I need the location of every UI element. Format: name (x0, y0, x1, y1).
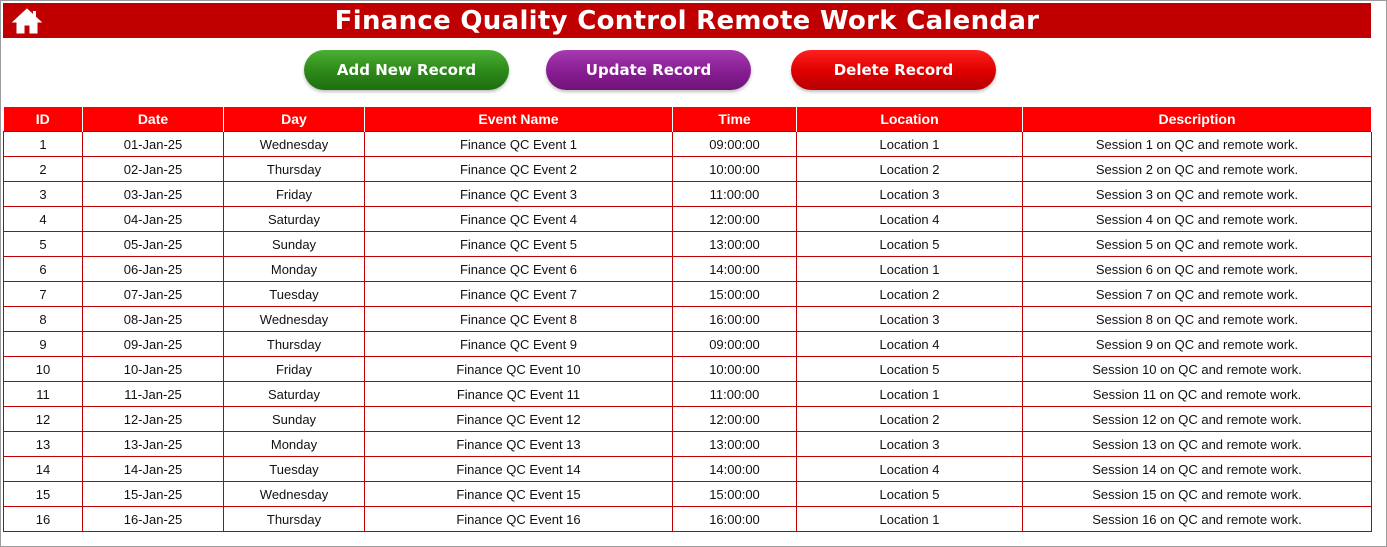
cell-event-name[interactable]: Finance QC Event 11 (365, 382, 673, 407)
cell-time[interactable]: 14:00:00 (673, 457, 797, 482)
cell-event-name[interactable]: Finance QC Event 10 (365, 357, 673, 382)
cell-id[interactable]: 2 (4, 157, 83, 182)
cell-time[interactable]: 12:00:00 (673, 207, 797, 232)
cell-description[interactable]: Session 15 on QC and remote work. (1023, 482, 1372, 507)
column-header-time[interactable]: Time (673, 107, 797, 132)
cell-id[interactable]: 11 (4, 382, 83, 407)
table-row[interactable] (4, 357, 1372, 382)
cell-day[interactable]: Monday (224, 432, 365, 457)
cell-description[interactable]: Session 9 on QC and remote work. (1023, 332, 1372, 357)
table-row[interactable] (4, 382, 1372, 407)
cell-description[interactable]: Session 6 on QC and remote work. (1023, 257, 1372, 282)
column-header-location[interactable]: Location (797, 107, 1023, 132)
cell-id[interactable]: 15 (4, 482, 83, 507)
cell-description[interactable]: Session 2 on QC and remote work. (1023, 157, 1372, 182)
cell-id[interactable]: 9 (4, 332, 83, 357)
cell-location[interactable]: Location 3 (797, 432, 1023, 457)
cell-day[interactable]: Sunday (224, 232, 365, 257)
cell-date[interactable]: 09-Jan-25 (83, 332, 224, 357)
cell-day[interactable]: Thursday (224, 332, 365, 357)
cell-location[interactable]: Location 1 (797, 132, 1023, 157)
cell-time[interactable]: 16:00:00 (673, 307, 797, 332)
cell-day[interactable]: Tuesday (224, 282, 365, 307)
cell-id[interactable]: 4 (4, 207, 83, 232)
cell-location[interactable]: Location 2 (797, 407, 1023, 432)
cell-time[interactable]: 13:00:00 (673, 432, 797, 457)
cell-event-name[interactable]: Finance QC Event 13 (365, 432, 673, 457)
add-new-record-button[interactable]: Add New Record (304, 50, 509, 90)
cell-id[interactable]: 12 (4, 407, 83, 432)
cell-day[interactable]: Friday (224, 182, 365, 207)
cell-date[interactable]: 03-Jan-25 (83, 182, 224, 207)
cell-event-name[interactable]: Finance QC Event 8 (365, 307, 673, 332)
cell-location[interactable]: Location 3 (797, 182, 1023, 207)
column-header-description[interactable]: Description (1023, 107, 1372, 132)
table-row[interactable] (4, 457, 1372, 482)
cell-event-name[interactable]: Finance QC Event 2 (365, 157, 673, 182)
cell-date[interactable]: 04-Jan-25 (83, 207, 224, 232)
table-row[interactable] (4, 257, 1372, 282)
cell-id[interactable]: 16 (4, 507, 83, 532)
cell-id[interactable]: 14 (4, 457, 83, 482)
cell-description[interactable]: Session 4 on QC and remote work. (1023, 207, 1372, 232)
cell-event-name[interactable]: Finance QC Event 14 (365, 457, 673, 482)
cell-date[interactable]: 13-Jan-25 (83, 432, 224, 457)
cell-location[interactable]: Location 2 (797, 282, 1023, 307)
cell-day[interactable]: Monday (224, 257, 365, 282)
cell-event-name[interactable]: Finance QC Event 9 (365, 332, 673, 357)
cell-event-name[interactable]: Finance QC Event 5 (365, 232, 673, 257)
cell-event-name[interactable]: Finance QC Event 1 (365, 132, 673, 157)
cell-time[interactable]: 10:00:00 (673, 357, 797, 382)
cell-day[interactable]: Thursday (224, 157, 365, 182)
cell-description[interactable]: Session 16 on QC and remote work. (1023, 507, 1372, 532)
cell-date[interactable]: 12-Jan-25 (83, 407, 224, 432)
page-title: Finance Quality Control Remote Work Calendar (334, 6, 1040, 36)
cell-day[interactable]: Friday (224, 357, 365, 382)
cell-event-name[interactable]: Finance QC Event 6 (365, 257, 673, 282)
update-record-button[interactable]: Update Record (546, 50, 751, 90)
cell-date[interactable]: 07-Jan-25 (83, 282, 224, 307)
delete-record-button[interactable]: Delete Record (791, 50, 996, 90)
table-row[interactable] (4, 482, 1372, 507)
cell-location[interactable]: Location 5 (797, 232, 1023, 257)
cell-time[interactable]: 15:00:00 (673, 482, 797, 507)
cell-event-name[interactable]: Finance QC Event 15 (365, 482, 673, 507)
cell-date[interactable]: 11-Jan-25 (83, 382, 224, 407)
table-row[interactable] (4, 307, 1372, 332)
table-row[interactable] (4, 232, 1372, 257)
cell-event-name[interactable]: Finance QC Event 4 (365, 207, 673, 232)
cell-description[interactable]: Session 1 on QC and remote work. (1023, 132, 1372, 157)
cell-day[interactable]: Wednesday (224, 132, 365, 157)
cell-date[interactable]: 14-Jan-25 (83, 457, 224, 482)
cell-date[interactable]: 05-Jan-25 (83, 232, 224, 257)
cell-description[interactable]: Session 7 on QC and remote work. (1023, 282, 1372, 307)
cell-date[interactable]: 08-Jan-25 (83, 307, 224, 332)
records-table (3, 107, 1372, 532)
table-body (4, 132, 1372, 532)
cell-description[interactable]: Session 12 on QC and remote work. (1023, 407, 1372, 432)
cell-location[interactable]: Location 4 (797, 207, 1023, 232)
table-row[interactable] (4, 132, 1372, 157)
cell-description[interactable]: Session 11 on QC and remote work. (1023, 382, 1372, 407)
table-row[interactable] (4, 432, 1372, 457)
cell-date[interactable]: 06-Jan-25 (83, 257, 224, 282)
column-header-day[interactable]: Day (224, 107, 365, 132)
cell-date[interactable]: 10-Jan-25 (83, 357, 224, 382)
cell-day[interactable]: Saturday (224, 382, 365, 407)
column-header-event-name[interactable]: Event Name (365, 107, 673, 132)
cell-time[interactable]: 11:00:00 (673, 382, 797, 407)
cell-id[interactable]: 7 (4, 282, 83, 307)
cell-description[interactable]: Session 5 on QC and remote work. (1023, 232, 1372, 257)
cell-time[interactable]: 09:00:00 (673, 332, 797, 357)
cell-day[interactable]: Thursday (224, 507, 365, 532)
cell-id[interactable]: 1 (4, 132, 83, 157)
table-row[interactable] (4, 407, 1372, 432)
cell-id[interactable]: 5 (4, 232, 83, 257)
cell-day[interactable]: Saturday (224, 207, 365, 232)
cell-event-name[interactable]: Finance QC Event 3 (365, 182, 673, 207)
cell-id[interactable]: 10 (4, 357, 83, 382)
cell-location[interactable]: Location 4 (797, 332, 1023, 357)
cell-day[interactable]: Wednesday (224, 307, 365, 332)
table-row[interactable] (4, 182, 1372, 207)
cell-description[interactable]: Session 8 on QC and remote work. (1023, 307, 1372, 332)
cell-time[interactable]: 12:00:00 (673, 407, 797, 432)
cell-location[interactable]: Location 3 (797, 307, 1023, 332)
cell-location[interactable]: Location 1 (797, 257, 1023, 282)
cell-time[interactable]: 11:00:00 (673, 182, 797, 207)
cell-time[interactable]: 15:00:00 (673, 282, 797, 307)
cell-description[interactable]: Session 14 on QC and remote work. (1023, 457, 1372, 482)
cell-location[interactable]: Location 2 (797, 157, 1023, 182)
cell-location[interactable]: Location 5 (797, 482, 1023, 507)
column-header-date[interactable]: Date (83, 107, 224, 132)
cell-time[interactable]: 16:00:00 (673, 507, 797, 532)
cell-id[interactable]: 8 (4, 307, 83, 332)
cell-id[interactable]: 3 (4, 182, 83, 207)
table-row[interactable] (4, 332, 1372, 357)
cell-time[interactable]: 10:00:00 (673, 157, 797, 182)
cell-event-name[interactable]: Finance QC Event 12 (365, 407, 673, 432)
table-row[interactable] (4, 282, 1372, 307)
cell-event-name[interactable]: Finance QC Event 16 (365, 507, 673, 532)
cell-location[interactable]: Location 1 (797, 507, 1023, 532)
cell-date[interactable]: 02-Jan-25 (83, 157, 224, 182)
cell-time[interactable]: 13:00:00 (673, 232, 797, 257)
cell-location[interactable]: Location 4 (797, 457, 1023, 482)
cell-description[interactable]: Session 3 on QC and remote work. (1023, 182, 1372, 207)
table-row[interactable] (4, 507, 1372, 532)
cell-description[interactable]: Session 13 on QC and remote work. (1023, 432, 1372, 457)
cell-location[interactable]: Location 1 (797, 382, 1023, 407)
table-row[interactable] (4, 157, 1372, 182)
cell-id[interactable]: 13 (4, 432, 83, 457)
cell-day[interactable]: Sunday (224, 407, 365, 432)
cell-time[interactable]: 14:00:00 (673, 257, 797, 282)
cell-date[interactable]: 16-Jan-25 (83, 507, 224, 532)
cell-location[interactable]: Location 5 (797, 357, 1023, 382)
cell-day[interactable]: Tuesday (224, 457, 365, 482)
cell-id[interactable]: 6 (4, 257, 83, 282)
table-header-row (4, 107, 1372, 132)
cell-description[interactable]: Session 10 on QC and remote work. (1023, 357, 1372, 382)
cell-event-name[interactable]: Finance QC Event 7 (365, 282, 673, 307)
cell-date[interactable]: 01-Jan-25 (83, 132, 224, 157)
column-header-id[interactable]: ID (4, 107, 83, 132)
cell-date[interactable]: 15-Jan-25 (83, 482, 224, 507)
title-bar (3, 3, 1371, 38)
cell-time[interactable]: 09:00:00 (673, 132, 797, 157)
cell-day[interactable]: Wednesday (224, 482, 365, 507)
table-row[interactable] (4, 207, 1372, 232)
